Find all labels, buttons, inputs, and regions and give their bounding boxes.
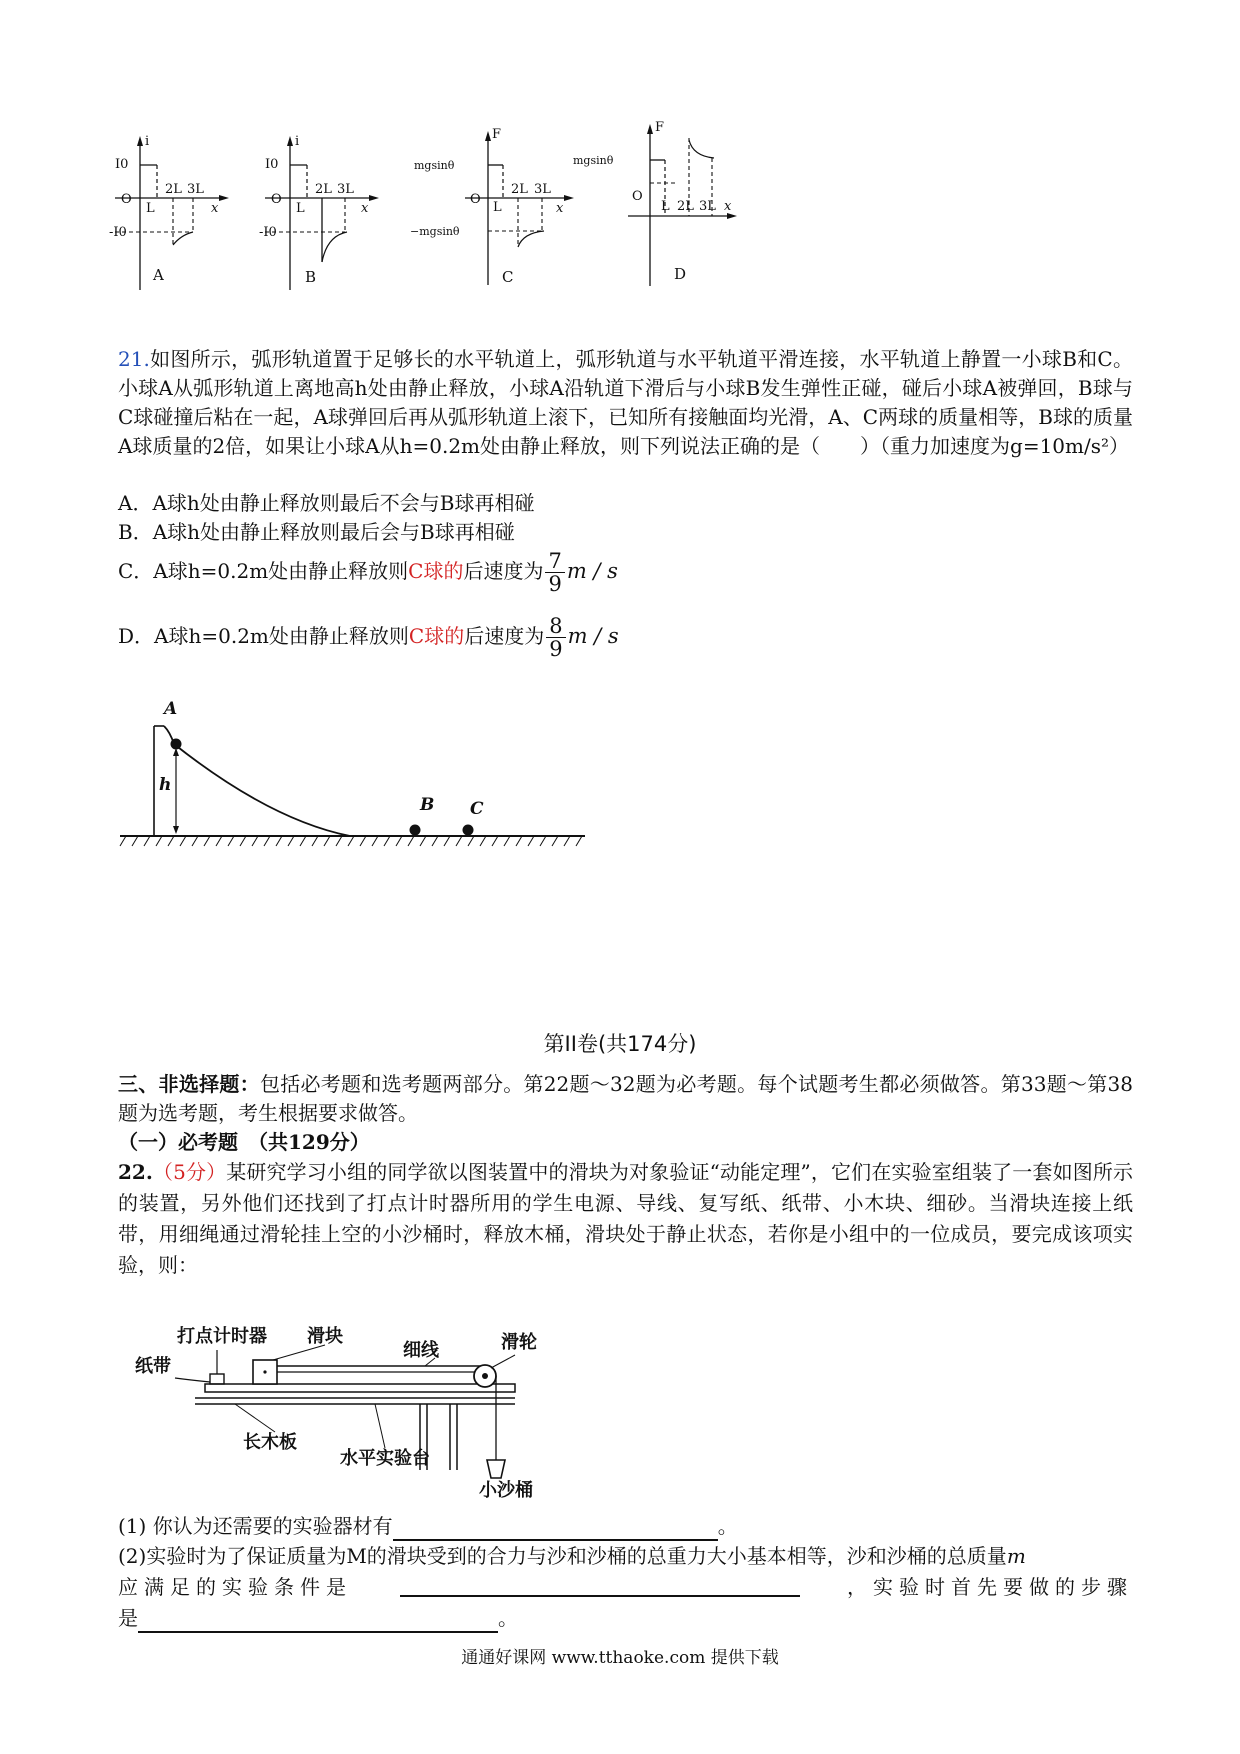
q22-sub2-text-b: 应满足的实验条件是	[118, 1575, 352, 1599]
q22-sub2-text-c: ，实验时首先要做的步骤	[847, 1575, 1133, 1599]
graph-a-x-label: x	[211, 201, 219, 216]
q21-option-d-red: C球的	[408, 624, 465, 648]
ball-b	[410, 825, 421, 836]
q22-stem-text: 某研究学习小组的同学欲以图装置中的滑块为对象验证“动能定理”，它们在实验室组装了一套如图所示的装置，另外他们还找到了打点计时器所用的学生电源、导线、复写纸、纸带、小木块、细砂。当滑块连接上纸带，用细绳通过滑轮挂上空的小沙桶时，释放木桶，滑块处于静止状态，若你是小组中的一位成员，要完成该项实验，则：	[118, 1160, 1133, 1277]
q21-option-d-pre: D．A球h=0.2m处由静止释放则	[118, 624, 409, 648]
graph-b-x-label: x	[361, 201, 369, 216]
q22-sub1-text: (1) 你认为还需要的实验器材有	[118, 1514, 393, 1538]
part2-title: 第II卷(共174分)	[543, 1032, 697, 1056]
graph-b	[259, 134, 385, 320]
q21-option-c-unit: m / s	[566, 559, 618, 583]
label-timer: 打点计时器	[177, 1326, 267, 1347]
graph-a-tick-1: L	[146, 201, 155, 216]
graph-b-y-label: i	[295, 134, 300, 149]
q21-option-d-fraction: $\frac{8}{9}$	[546, 615, 565, 660]
graph-c-yneg: −mgsinθ	[410, 225, 460, 238]
graph-d-origin: O	[632, 189, 643, 204]
graph-c-y-label: F	[492, 127, 502, 142]
graph-c-origin: O	[470, 192, 481, 207]
q22-sub2-condition-blank[interactable]	[400, 1573, 800, 1597]
graph-c-caption: C	[502, 268, 514, 286]
graph-d-x-label: x	[724, 199, 732, 214]
section-text: 包括必考题和选考题两部分。第22题～32题为必考题。每个试题考生都必须做答。第33题～第38题为选考题，考生根据要求做答。	[118, 1072, 1134, 1125]
q22-sub1-answer-blank[interactable]	[393, 1517, 718, 1541]
graph-a-y-label: i	[145, 134, 150, 149]
label-bucket: 小沙桶	[479, 1480, 533, 1501]
graph-b-yneg: -I0	[259, 225, 277, 240]
graph-b-origin: O	[271, 192, 282, 207]
graph-a	[109, 134, 235, 320]
q22-sub2-line3	[118, 1604, 518, 1633]
graph-d-tick-1: L	[661, 199, 670, 214]
q21-option-d	[118, 615, 619, 660]
page-footer: 通通好课网 www.tthaoke.com 提供下载	[461, 1648, 779, 1668]
q22-stem	[118, 1157, 1133, 1281]
ground-hatching	[120, 836, 582, 846]
q21-track-figure	[120, 690, 590, 850]
graph-d	[573, 120, 738, 318]
graph-d-ypos: mgsinθ	[573, 154, 614, 167]
label-board: 长木板	[243, 1432, 297, 1453]
q21-stem-text: 如图所示，弧形轨道置于足够长的水平轨道上，弧形轨道与水平轨道平滑连接，水平轨道上静置一小球B和C。小球A从弧形轨道上离地高h处由静止释放，小球A沿轨道下滑后与小球B发生弹性正碰，碰后小球A被弹回，B球与C球碰撞后粘在一起，A球弹回后再从弧形轨道上滚下，已知所有接触面均光滑，A、C两球的质量相等，B球的质量A球质量的2倍，如果让小球A从h=0.2m处由静止释放，则下列说法正确的是（ ）（重力加速度为g=10m/s²）	[118, 347, 1133, 458]
graph-b-tick-3: 3L	[337, 182, 354, 197]
q21-option-c-post: 后速度为	[463, 559, 544, 583]
q21-stem	[118, 345, 1133, 461]
q21-option-c	[118, 550, 618, 595]
q22-sub2-line1	[118, 1542, 1133, 1571]
label-slider: 滑块	[307, 1326, 343, 1347]
graph-c	[410, 127, 580, 320]
q22-sub2-step-blank[interactable]	[138, 1609, 498, 1633]
q21-figure-label-c: C	[470, 799, 484, 819]
graph-a-yneg: -I0	[109, 225, 127, 240]
section-heading: 三、非选择题：	[118, 1072, 260, 1096]
graph-c-tick-2: 2L	[511, 182, 528, 197]
q22-score: （5分）	[152, 1160, 227, 1184]
q21-option-c-fraction: $\frac{7}{9}$	[545, 550, 564, 595]
label-pulley: 滑轮	[501, 1332, 537, 1353]
graph-d-tick-2: 2L	[677, 199, 694, 214]
q21-option-d-post: 后速度为	[464, 624, 545, 648]
q21-option-a: A．A球h处由静止释放则最后不会与B球再相碰	[118, 491, 535, 515]
q21-option-b: B．A球h处由静止释放则最后会与B球再相碰	[118, 520, 515, 544]
q22-sub2-line2	[118, 1573, 1133, 1602]
q21-figure-label-h: h	[159, 775, 172, 795]
q22-sub1-end: 。	[717, 1514, 738, 1538]
graph-a-caption: A	[153, 266, 164, 284]
graph-b-tick-2: 2L	[315, 182, 332, 197]
graph-d-y-label: F	[655, 120, 665, 135]
q21-option-c-red: C球的	[408, 559, 464, 583]
graph-a-origin: O	[121, 192, 132, 207]
part2-section	[118, 1070, 1133, 1128]
graph-b-caption: B	[305, 268, 317, 286]
graph-c-ypos: mgsinθ	[414, 159, 455, 172]
required-heading: （一）必考题 （共129分）	[118, 1130, 370, 1154]
q22-sub2-text-d: 是	[118, 1606, 138, 1630]
label-line: 细线	[403, 1340, 439, 1361]
graph-b-tick-1: L	[296, 201, 305, 216]
graph-c-tick-3: 3L	[534, 182, 551, 197]
graph-d-tick-3: 3L	[699, 199, 716, 214]
graph-b-ypos: I0	[265, 157, 279, 172]
graph-d-caption: D	[674, 265, 687, 283]
q21-figure-label-a: A	[164, 699, 178, 719]
q21-number: 21.	[118, 347, 150, 371]
graph-a-ypos: I0	[115, 157, 129, 172]
label-table: 水平实验台	[340, 1448, 430, 1469]
graph-a-tick-2: 2L	[165, 182, 182, 197]
q21-figure-label-b: B	[420, 795, 435, 815]
label-tape: 纸带	[135, 1356, 171, 1377]
graph-a-tick-3: 3L	[187, 182, 204, 197]
q22-sub2-m: m	[1006, 1544, 1026, 1568]
q22-sub2-text-a: (2)实验时为了保证质量为M的滑块受到的合力与沙和沙桶的总重力大小基本相等，沙和沙桶的总质量	[118, 1544, 1007, 1568]
q22-sub2-end: 。	[498, 1606, 518, 1630]
graph-c-tick-1: L	[493, 200, 502, 215]
ball-c	[463, 825, 474, 836]
q22-sub1	[118, 1512, 738, 1541]
q22-number: 22.	[118, 1160, 153, 1184]
q21-option-d-unit: m / s	[567, 624, 619, 648]
graph-c-x-label: x	[556, 201, 564, 216]
q22-apparatus-figure	[135, 1320, 575, 1510]
q21-option-c-pre: C．A球h=0.2m处由静止释放则	[118, 559, 409, 583]
